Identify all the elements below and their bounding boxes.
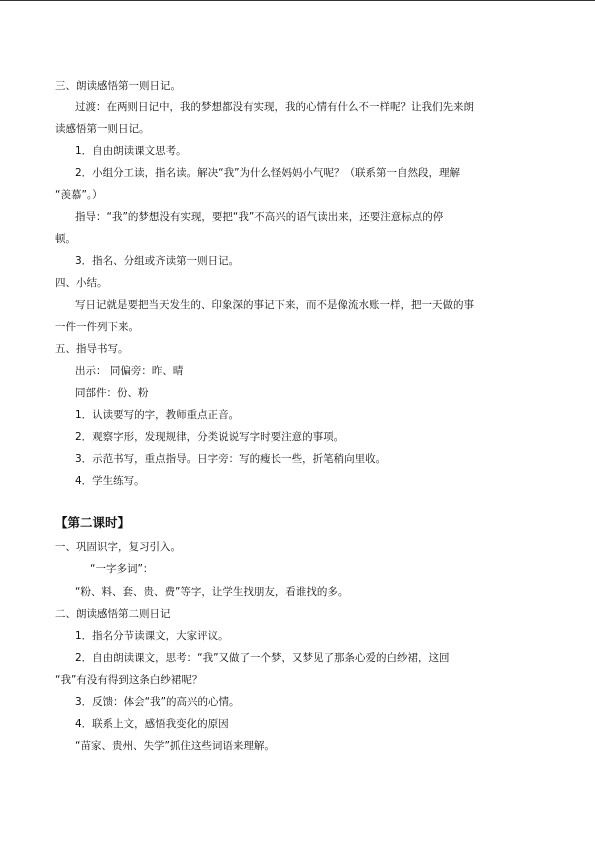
section-heading: 四、小结。 — [55, 277, 108, 289]
list-item: 4．学生练写。 — [75, 475, 145, 487]
list-item: 2．小组分工读，指名读。解决“我”为什么怪妈妈小气呢？（联系第一自然段，理解 — [75, 167, 461, 179]
list-item: 2．自由朗读课文，思考：“我”又做了一个梦，又梦见了那条心爱的白纱裙，这回 — [75, 652, 450, 664]
paragraph-line: 出示： 同偏旁：昨、晴 — [75, 365, 184, 377]
list-item: 1．自由朗读课文思考。 — [75, 145, 187, 157]
list-item: 1．认读要写的字，教师重点正音。 — [75, 409, 240, 421]
paragraph-line: 一件一件列下来。 — [55, 321, 139, 333]
list-item: 3．反馈：体会“我”的高兴的心情。 — [75, 696, 240, 708]
paragraph-line: “我”有没有得到这条白纱裙呢？ — [55, 674, 203, 686]
section-heading: 一、巩固识字，复习引入。 — [55, 541, 181, 553]
list-item: 1．指名分节读课文，大家评议。 — [75, 630, 229, 642]
list-item: 3．指名、分组或齐读第一则日记。 — [75, 255, 240, 267]
paragraph-line: 顿。 — [55, 233, 76, 245]
paragraph-line: “羡慕”。） — [55, 189, 103, 201]
paragraph-line: 指导：“我”的梦想没有实现，要把“我”不高兴的语气读出来，还要注意标点的停 — [75, 211, 444, 223]
section-heading: 三、朗读感悟第一则日记。 — [55, 80, 181, 92]
top-border-line — [0, 0, 595, 1]
section-heading: 五、指导书写。 — [55, 343, 129, 355]
list-item: 2．观察字形，发现规律，分类说说写字时要注意的事项。 — [75, 431, 345, 443]
paragraph-line: “一字多词”： — [90, 563, 154, 575]
list-item: 3．示范书写，重点指导。日字旁：写的瘦长一些，折笔稍向里收。 — [75, 453, 387, 465]
section-heading: 二、朗读感悟第二则日记 — [55, 608, 171, 620]
paragraph-line: 写日记就是要把当天发生的、印象深的事记下来，而不是像流水账一样，把一天做的事 — [75, 299, 474, 311]
paragraph-line: 过渡：在两则日记中，我的梦想都没有实现，我的心情有什么不一样呢？让我们先来朗 — [75, 101, 474, 113]
paragraph-line: 读感悟第一则日记。 — [55, 123, 150, 135]
list-item: 4．联系上文，感悟我变化的原因 — [75, 718, 229, 730]
paragraph-line: “粉、料、套、贵、费”等字，让学生找朋友，看谁找的多。 — [75, 586, 349, 598]
lesson-title: 【第二课时】 — [55, 515, 131, 530]
paragraph-line: 同部件：份、粉 — [75, 387, 149, 399]
paragraph-line: “苗家、贵州、失学”抓住这些词语来理解。 — [75, 740, 275, 752]
